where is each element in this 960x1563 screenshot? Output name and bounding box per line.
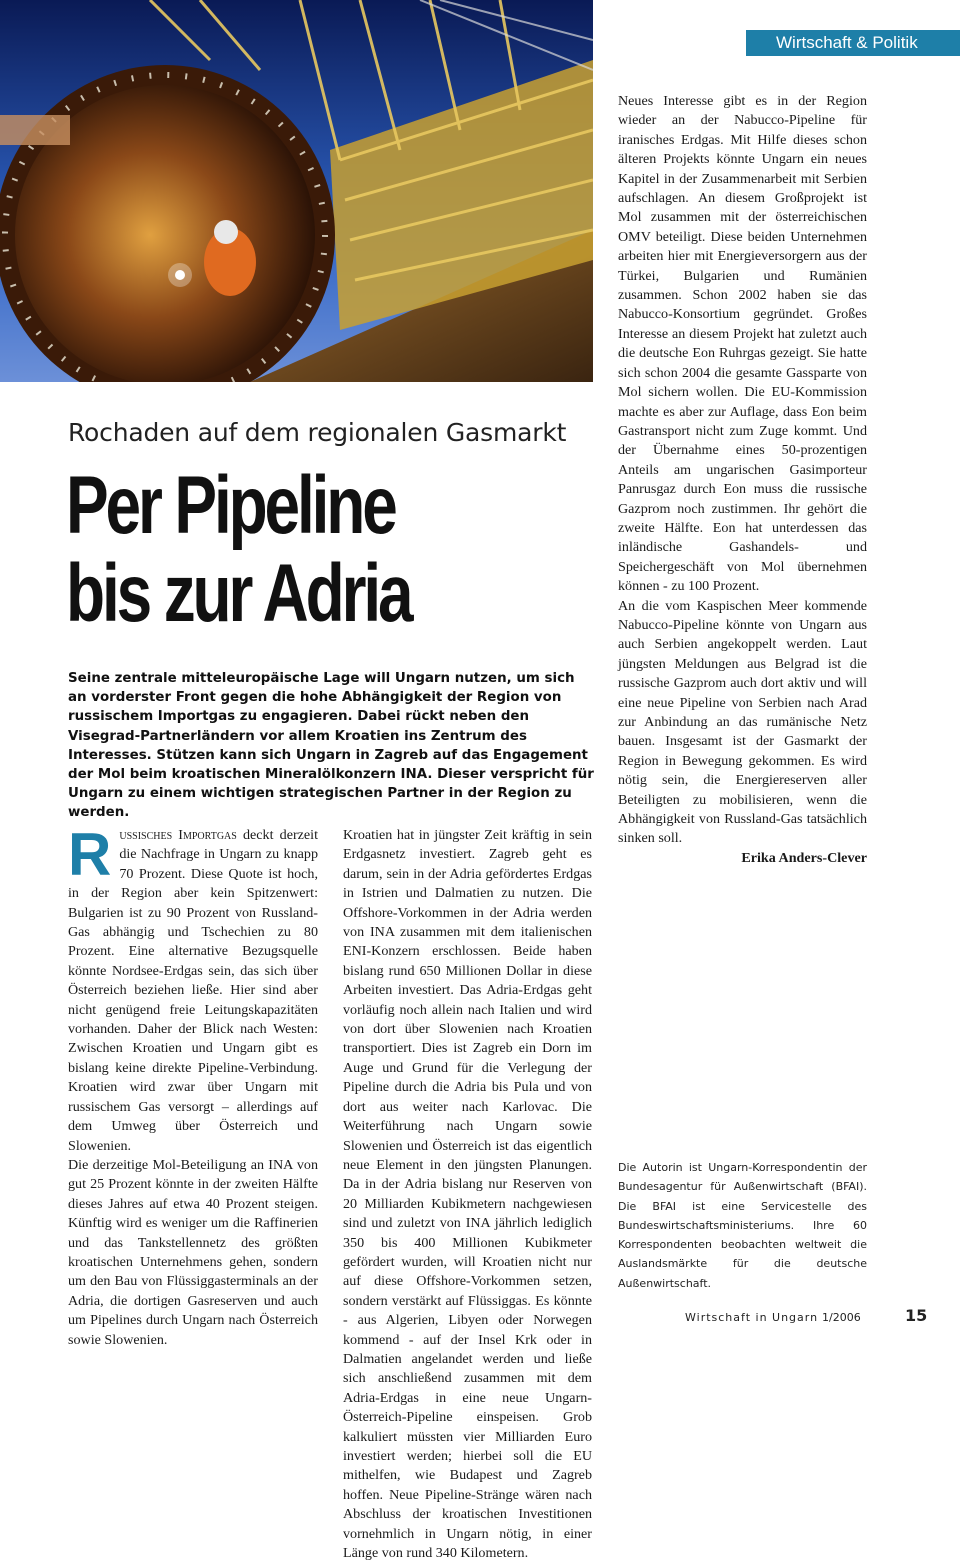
- body-paragraph: An die vom Kaspischen Meer kommende Nabucco-Pipeline könnte von Ungarn aus auch Serbien angekoppelt werden. Laut jüngsten Meldungen aus Belgrad ist die russische Gazprom auch dort aktiv und will eine neue Pipeline von Serbien nach Arad zur Anbindung an das rumänische Netz bauen. Insgesamt ist der Gasmarkt der Region in Bewegung gekommen. Es wird nötig sein, die Energiereserven aller Beteiligten zu mobilisieren, wenn die Abhängigkeit von Russland-Gas tatsächlich sinken soll.: [618, 597, 867, 847]
- body-column-1: [68, 821, 318, 1350]
- article-lead: Seine zentrale mitteleuropäische Lage will Ungarn nutzen, um sich an vorderster Front gegen die hohe Abhängigkeit der Region von russischem Importgas zu engagieren. Dabei rückt neben den Visegrad-Partnerländern vor allem Kroatien ins Zentrum des Interesses. Stützen kann sich Ungarn in Zagreb auf das Engagement der Mol beim kroatischen Mineralölkonzern INA. Dieser verspricht für Ungarn zu einem wichtigen strategischen Partner in der Region zu werden.: [68, 671, 594, 821]
- footer-publication: Wirtschaft in Ungarn: [685, 1311, 819, 1324]
- headline-line-1: Per Pipeline: [66, 460, 395, 551]
- article-headline: [66, 462, 410, 638]
- lead-in-smallcaps: ussisches Importgas: [119, 827, 237, 843]
- body-paragraph: Die derzeitige Mol-Beteiligung an INA von gut 25 Prozent könnte in der zweiten Hälfte dieses Jahres auf etwa 40 Prozent steigen. Künftig wird es weniger um die Raffinerien und das Tankstellennetz des größten kroatischen Unternehmens gehen, sondern um den Bau von Flüssiggasterminals an der Adria, die dortigen Gasreserven und auch um Pipelines durch Ungarn nach Österreich sowie Slowenien.: [68, 1156, 318, 1348]
- page-number: 15: [905, 1306, 928, 1325]
- author-info-box: Die Autorin ist Ungarn-Korrespondentin der Bundesagentur für Außenwirtschaft (BFAI). Die BFAI ist eine Servicestelle des Bundeswirtschaftsministeriums. Ihre 60 Korrespondenten beobachten weltweit die Auslandsmärkte für die deutsche Außenwirtschaft.: [618, 1161, 867, 1290]
- body-column-3: [618, 92, 867, 868]
- body-column-2: [343, 826, 592, 1563]
- body-paragraph: [68, 821, 318, 1156]
- offshore-pipe-illustration: [0, 0, 593, 382]
- section-tag: Wirtschaft & Politik: [746, 30, 960, 56]
- author-byline: Erika Anders-Clever: [741, 849, 867, 866]
- drop-cap: R: [68, 821, 112, 888]
- headline-line-2: bis zur Adria: [66, 548, 411, 639]
- article-kicker: Rochaden auf dem regionalen Gasmarkt: [68, 418, 567, 447]
- footer-issue: 1/2006: [822, 1311, 861, 1324]
- article-photo: [0, 0, 593, 382]
- body-paragraph: Kroatien hat in jüngster Zeit kräftig in sein Erdgasnetz investiert. Zagreb geht es darum, sein in der Adria gefördertes Erdgas in Istrien und Dalmatien zu nutzen. Die Offshore-Vorkommen in der Adria werden von INA zusammen mit dem italienischen ENI-Konzern erschlossen. Beide haben bislang rund 650 Millionen Dollar in diese Arbeiten investiert. Das Adria-Erdgas geht vorläufig noch allein nach Italien und wird von dort über Slowenien nach Kroatien transportiert. Dies ist Zagreb ein Dorn im Auge und Grund für die Verlegung der Pipeline durch die Adria bis Pula und von dort aus weiter nach Karlovac. Die Weiterführung nach Ungarn sowie Slowenien und Österreich ist das eigentlich neue Element in den jüngsten Planungen. Da in der Adria bislang nur Reserven von 20 Milliarden Kubikmetern nachgewiesen sind und zuletzt von INA jährlich lediglich 350 bis 400 Millionen Kubikmeter gefördert wurden, will Kroatien nicht nur auf diese Offshore-Vorkommen setzen, sondern verstärkt auf Flüssiggas. Es könnte - aus Algerien, Libyen oder Norwegen kommend - auf der Insel Krk oder in Dalmatien angelandet werden und ließe sich anschließend zusammen mit dem Adria-Erdgas in eine neue Ungarn-Österreich-Pipeline einspeisen. Grob kalkuliert müssten vier Milliarden Euro investiert werden; hierbei soll die EU mithelfen, wie Budapest und Zagreb hoffen. Neue Pipeline-Stränge wären nach Abschluss der kroatischen Investitionen vornehmlich in Ungarn nötig, in einer Länge von rund 340 Kilometern.: [343, 827, 592, 1562]
- body-paragraph: Neues Interesse gibt es in der Region wieder an der Nabucco-Pipeline für iranisches Erdgas. Mit Hilfe dieses schon älteren Projekts könnte Ungarn ein neues Kapitel in der Zusammenarbeit mit Serbien aufschlagen. An diesem Großprojekt ist Mol zusammen mit der österreichischen OMV beteiligt. Diese beiden Unternehmen arbeiten hier mit Energieversorgern aus der Türkei, Bulgarien und Rumänien zusammen. Schon 2002 haben sie das Nabucco-Konsortium gegründet. Großes Interesse an diesem Projekt hat zuletzt auch die deutsche Eon Ruhrgas gezeigt. Sie hatte sich schon 2004 die gesamte Gassparte von Mol sichern wollen. Die EU-Kommission machte es aber zur Auflage, dass Eon beim Gastransport nicht zum Zuge kommt. Und der Übernahme eines 50-prozentigen Anteils am ungarischen Gasimporteur Panrusgaz durch Eon muss die russische Gazprom noch zustimmen. Ihr gehört die zweite Hälfte. Eon hat unterdessen das inländische Gashandels- und Speichergeschäft von Mol übernehmen können - zu 100 Prozent.: [618, 93, 867, 595]
- body-text: deckt derzeit die Nachfrage in Ungarn zu knapp 70 Prozent. Diese Quote ist hoch, in der Region aber kein Spitzenwert: Bulgarien ist zu 90 Prozent von Russland-Gas abhängig und Tschechien zu 80 Prozent. Eine alternative Bezugsquelle könnte Nordsee-Erdgas sein, das sich über Österreich beziehen ließe. Hier sind aber nicht genügend freie Leitungskapazitäten vorhanden. Daher der Blick nach Westen: Zwischen Kroatien und Ungarn gibt es bislang keine direkte Pipeline-Verbindung. Kroatien wird zwar über Ungarn mit russischem Gas versorgt – allerdings auf dem Umweg über Österreich und Slowenien.: [68, 827, 318, 1154]
